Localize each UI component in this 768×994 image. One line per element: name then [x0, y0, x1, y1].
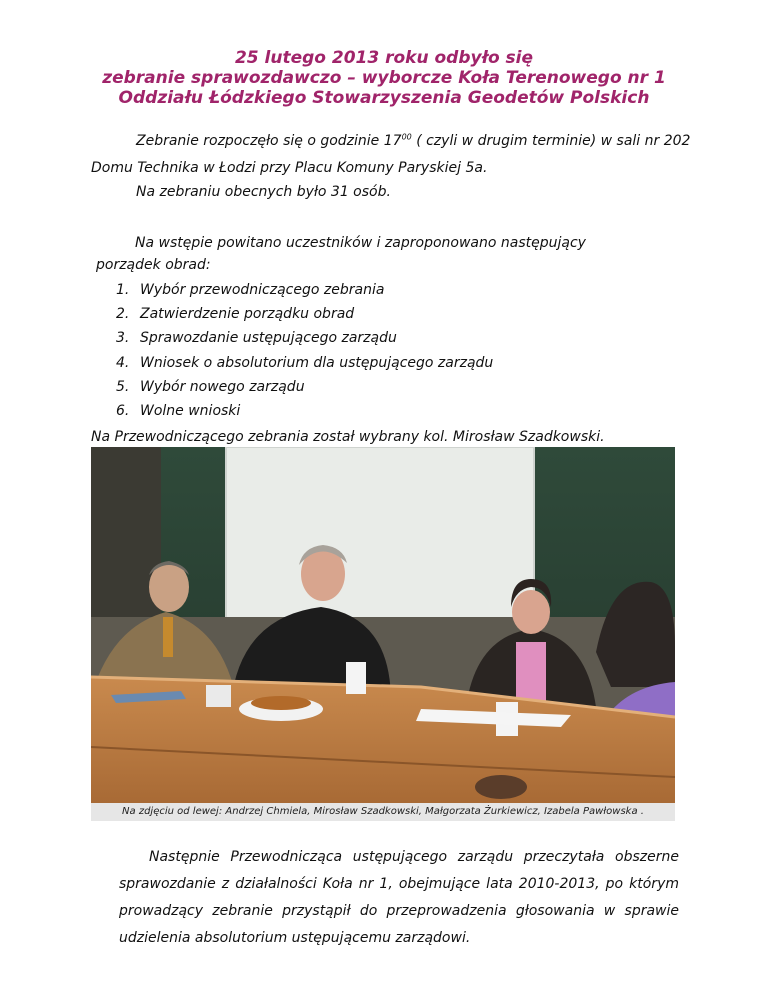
agenda-item	[116, 402, 493, 426]
agenda-item-number: 2.	[116, 306, 130, 323]
agenda-item-text: Zatwierdzenie porządku obrad	[140, 306, 355, 323]
agenda-item	[116, 281, 493, 305]
title-line-meeting: zebranie sprawozdawczo – wyborcze Koła Terenowego nr 1	[102, 68, 666, 88]
agenda-list	[116, 281, 493, 426]
agenda-heading: porządek obrad:	[96, 257, 211, 273]
agenda-item-number: 6.	[116, 402, 130, 419]
intro-line-attendance: Na zebraniu obecnych było 31 osób.	[136, 184, 391, 200]
title-line-organization: Oddziału Łódzkiego Stowarzyszenia Geodetów Polskich	[118, 88, 650, 108]
intro-line-venue: Domu Technika w Łodzi przy Placu Komuny Paryskiej 5a.	[91, 160, 488, 176]
meeting-photo-illustration	[91, 447, 675, 803]
start-time-text: Zebranie rozpoczęło się o godzinie 17	[136, 133, 402, 149]
agenda-item	[116, 378, 493, 402]
photo-caption: Na zdjęciu od lewej: Andrzej Chmiela, Mirosław Szadkowski, Małgorzata Żurkiewicz, Izabela Pawłowska .	[91, 803, 675, 821]
agenda-item	[116, 329, 493, 353]
intro-line-start-time	[136, 132, 690, 150]
closing-paragraph	[119, 844, 679, 952]
agenda-item-number: 5.	[116, 378, 130, 395]
agenda-item-text: Wolne wnioski	[140, 402, 241, 419]
start-time-room: ( czyli w drugim terminie) w sali nr 202	[411, 133, 691, 149]
agenda-item-number: 3.	[116, 330, 130, 347]
agenda-item	[116, 305, 493, 329]
agenda-item-text: Wybór nowego zarządu	[140, 378, 305, 395]
agenda-item-number: 1.	[116, 282, 130, 298]
welcome-line: Na wstępie powitano uczestników i zaproponowano następujący	[135, 235, 586, 251]
document-title	[0, 48, 768, 108]
agenda-item-text: Sprawozdanie ustępującego zarządu	[140, 330, 397, 347]
closing-paragraph-text: Następnie Przewodnicząca ustępującego zarządu przeczytała obszerne sprawozdanie z działalności Koła nr 1, obejmujące lata 2010-2013, po którym prowadzący zebranie przystąpił do przeprowadzenia głosowania w sprawie udzielenia absolutorium ustępującemu zarządowi.	[119, 849, 679, 946]
chair-election-line: Na Przewodniczącego zebrania został wybrany kol. Mirosław Szadkowski.	[91, 429, 605, 445]
meeting-photo	[91, 447, 675, 803]
agenda-item	[116, 354, 493, 378]
agenda-item-text: Wniosek o absolutorium dla ustępującego zarządu	[140, 354, 494, 371]
start-time-minutes: 00	[401, 132, 412, 142]
agenda-item-number: 4.	[116, 354, 130, 371]
title-line-date: 25 lutego 2013 roku odbyło się	[234, 48, 534, 68]
agenda-item-text: Wybór przewodniczącego zebrania	[140, 282, 385, 298]
